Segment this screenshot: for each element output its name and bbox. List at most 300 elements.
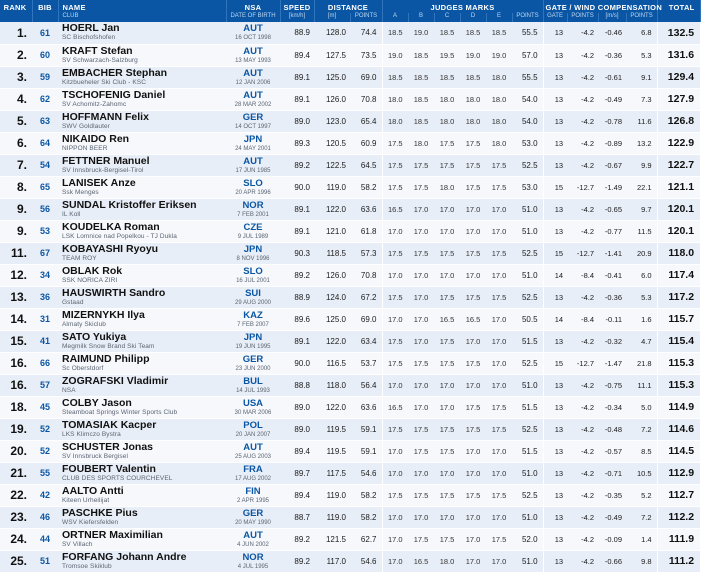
judge-c-cell: 18.0 [434,550,460,572]
athlete-cell [58,396,226,418]
judge-points-cell: 51.5 [512,330,543,352]
rank-cell: 5. [0,110,32,132]
bib-cell: 45 [32,396,58,418]
judge-d-cell: 16.5 [460,308,486,330]
judge-a-cell: 17.0 [382,308,408,330]
date-of-birth: 14 JUL 1993 [236,387,270,394]
distance-meters-cell: 119.0 [314,506,350,528]
judge-e-cell: 17.0 [486,220,512,242]
nsa-cell [226,308,280,330]
rank-cell: 8. [0,176,32,198]
nsa-cell [226,528,280,550]
judge-e-cell: 17.0 [486,550,512,572]
date-of-birth: 29 AUG 2000 [234,299,272,306]
athlete-name: LANISEK Anze [62,176,136,189]
judge-d-cell: 17.5 [460,418,486,440]
nsa-code: POL [243,419,263,431]
distance-meters-cell: 124.0 [314,286,350,308]
date-of-birth: 25 AUG 2003 [234,453,272,460]
distance-points-cell: 58.2 [350,506,382,528]
judge-e-cell: 17.0 [486,506,512,528]
header-wind-points: POINTS [626,13,657,22]
bib-cell: 66 [32,352,58,374]
athlete-name: PASCHKE Pius [62,506,138,519]
judge-points-cell: 57.0 [512,44,543,66]
gate-points-cell: -4.2 [567,66,598,88]
bib-cell: 41 [32,330,58,352]
gate-cell: 13 [543,462,567,484]
total-cell: 111.9 [657,528,700,550]
wind-speed-cell: -0.48 [598,418,626,440]
bib-cell: 53 [32,220,58,242]
bib-cell: 51 [32,550,58,572]
wind-speed-cell: -0.41 [598,264,626,286]
athlete-name: EMBACHER Stephan [62,66,168,79]
athlete-club: WSV Kiefersfelden [62,518,119,526]
date-of-birth: 20 APR 1996 [235,189,271,196]
distance-points-cell: 69.0 [350,66,382,88]
gate-points-cell: -4.2 [567,462,598,484]
judge-d-cell: 18.5 [460,22,486,44]
table-row[interactable] [0,132,700,154]
distance-points-cell: 70.8 [350,88,382,110]
table-row[interactable] [0,308,700,330]
gate-points-cell: -4.2 [567,286,598,308]
judge-c-cell: 17.0 [434,462,460,484]
distance-meters-cell: 119.5 [314,418,350,440]
distance-meters-cell: 122.5 [314,154,350,176]
speed-cell: 89.1 [280,330,314,352]
judge-c-cell: 16.5 [434,308,460,330]
athlete-cell [58,22,226,44]
athlete-cell [58,286,226,308]
judge-e-cell: 18.0 [486,88,512,110]
distance-points-cell: 53.7 [350,352,382,374]
date-of-birth: 4 JUN 2002 [237,541,269,548]
total-cell: 126.8 [657,110,700,132]
judge-e-cell: 17.5 [486,242,512,264]
speed-cell: 89.3 [280,132,314,154]
judge-c-cell: 17.5 [434,484,460,506]
judge-c-cell: 17.0 [434,374,460,396]
total-cell: 112.9 [657,462,700,484]
athlete-name: KRAFT Stefan [62,44,133,57]
header-judge-d: D [460,13,486,22]
judge-e-cell: 17.0 [486,330,512,352]
distance-points-cell: 56.4 [350,374,382,396]
header-judge-b: B [408,13,434,22]
wind-points-cell: 10.5 [626,462,657,484]
athlete-club: CLUB DES SPORTS COURCHEVEL [62,474,173,482]
nsa-code: SLO [243,177,263,189]
table-row[interactable] [0,198,700,220]
judge-points-cell: 51.0 [512,264,543,286]
judge-b-cell: 17.0 [408,220,434,242]
table-row[interactable] [0,220,700,242]
gate-cell: 13 [543,506,567,528]
judge-points-cell: 55.5 [512,22,543,44]
distance-points-cell: 63.4 [350,330,382,352]
gate-cell: 13 [543,396,567,418]
wind-speed-cell: -0.66 [598,550,626,572]
gate-cell: 13 [543,154,567,176]
wind-points-cell: 1.6 [626,308,657,330]
nsa-code: AUT [243,23,263,35]
judge-c-cell: 19.5 [434,44,460,66]
judge-b-cell: 17.5 [408,352,434,374]
judge-d-cell: 17.5 [460,484,486,506]
judge-c-cell: 17.0 [434,506,460,528]
nsa-cell [226,352,280,374]
table-row[interactable] [0,110,700,132]
date-of-birth: 7 FEB 2001 [237,211,269,218]
wind-speed-cell: -0.57 [598,440,626,462]
gate-points-cell: -4.2 [567,88,598,110]
gate-points-cell: -8.4 [567,308,598,330]
nsa-code: AUT [243,155,263,167]
rank-cell: 24. [0,528,32,550]
bib-cell: 59 [32,66,58,88]
rank-cell: 15. [0,330,32,352]
table-row[interactable] [0,44,700,66]
date-of-birth: 8 NOV 1996 [236,255,270,262]
wind-speed-cell: -0.35 [598,484,626,506]
total-cell: 112.7 [657,484,700,506]
bib-cell: 54 [32,154,58,176]
distance-points-cell: 58.2 [350,484,382,506]
wind-points-cell: 5.3 [626,44,657,66]
athlete-cell [58,220,226,242]
gate-cell: 13 [543,484,567,506]
athlete-name: MIZERNYKH Ilya [62,308,145,321]
wind-points-cell: 20.9 [626,242,657,264]
distance-meters-cell: 119.5 [314,440,350,462]
rank-cell: 12. [0,264,32,286]
athlete-name: HAUSWIRTH Sandro [62,286,166,299]
speed-cell: 89.1 [280,198,314,220]
nsa-code: JPN [243,243,263,255]
judge-b-cell: 18.0 [408,132,434,154]
distance-meters-cell: 117.5 [314,462,350,484]
gate-points-cell: -12.7 [567,176,598,198]
judge-b-cell: 17.5 [408,528,434,550]
judge-points-cell: 52.5 [512,242,543,264]
table-row[interactable] [0,286,700,308]
header-speed-unit: [km/h] [280,13,314,22]
judge-points-cell: 54.0 [512,110,543,132]
nsa-code: AUT [243,529,263,541]
judge-c-cell: 17.0 [434,264,460,286]
judge-c-cell: 17.5 [434,528,460,550]
judge-points-cell: 52.5 [512,352,543,374]
distance-points-cell: 57.3 [350,242,382,264]
distance-meters-cell: 116.5 [314,352,350,374]
speed-cell: 89.0 [280,418,314,440]
rank-cell: 19. [0,418,32,440]
nsa-code: AUT [243,67,263,79]
bib-cell: 44 [32,528,58,550]
rank-cell: 23. [0,506,32,528]
athlete-club: SV Innsbruck Bergisel [62,452,129,460]
gate-points-cell: -4.2 [567,418,598,440]
wind-points-cell: 5.3 [626,286,657,308]
gate-cell: 15 [543,242,567,264]
table-row[interactable] [0,264,700,286]
gate-points-cell: -4.2 [567,154,598,176]
rank-cell: 9. [0,198,32,220]
distance-points-cell: 59.1 [350,418,382,440]
table-row[interactable] [0,528,700,550]
wind-speed-cell: -0.36 [598,44,626,66]
judge-a-cell: 17.5 [382,176,408,198]
judge-a-cell: 17.0 [382,264,408,286]
gate-points-cell: -4.2 [567,374,598,396]
table-row[interactable] [0,176,700,198]
gate-points-cell: -4.2 [567,220,598,242]
wind-speed-cell: -1.47 [598,352,626,374]
rank-cell: 4. [0,88,32,110]
nsa-cell [226,110,280,132]
judge-e-cell: 18.0 [486,132,512,154]
wind-speed-cell: -0.49 [598,88,626,110]
athlete-club: LSK Lomnice nad Popelkou - TJ Dukla [62,232,178,240]
header-speed: SPEED [280,0,314,13]
judge-d-cell: 17.0 [460,330,486,352]
table-row[interactable] [0,506,700,528]
gate-cell: 15 [543,352,567,374]
judge-points-cell: 55.5 [512,66,543,88]
wind-speed-cell: -0.65 [598,198,626,220]
wind-speed-cell: -0.09 [598,528,626,550]
wind-points-cell: 5.2 [626,484,657,506]
judge-e-cell: 17.0 [486,352,512,374]
gate-cell: 13 [543,44,567,66]
judge-d-cell: 17.0 [460,550,486,572]
nsa-code: JPN [243,133,263,145]
athlete-club: TEAM ROY [62,254,97,262]
rank-cell: 16. [0,352,32,374]
table-row[interactable] [0,396,700,418]
judge-a-cell: 17.0 [382,440,408,462]
speed-cell: 89.1 [280,66,314,88]
speed-cell: 89.2 [280,154,314,176]
judge-b-cell: 19.0 [408,22,434,44]
athlete-club: IL Koll [62,210,81,218]
distance-meters-cell: 122.0 [314,396,350,418]
gate-cell: 15 [543,176,567,198]
header-rank-sub [0,13,32,22]
bib-cell: 42 [32,484,58,506]
bib-cell: 57 [32,374,58,396]
athlete-name: TSCHOFENIG Daniel [62,88,166,101]
distance-points-cell: 63.6 [350,396,382,418]
wind-points-cell: 6.0 [626,264,657,286]
judge-b-cell: 17.0 [408,462,434,484]
nsa-cell [226,440,280,462]
distance-points-cell: 74.4 [350,22,382,44]
judge-d-cell: 17.0 [460,264,486,286]
athlete-club: Ssk Menges [62,188,99,196]
table-row[interactable] [0,154,700,176]
wind-points-cell: 6.8 [626,22,657,44]
gate-points-cell: -4.2 [567,396,598,418]
judge-d-cell: 17.5 [460,242,486,264]
table-row[interactable] [0,88,700,110]
rank-cell: 25. [0,550,32,572]
gate-cell: 13 [543,528,567,550]
date-of-birth: 9 JUL 1989 [237,233,269,240]
speed-cell: 88.7 [280,506,314,528]
athlete-name: SATO Yukiya [62,330,127,343]
athlete-cell [58,66,226,88]
judge-points-cell: 52.5 [512,154,543,176]
gate-cell: 13 [543,198,567,220]
wind-speed-cell: -0.34 [598,396,626,418]
judge-b-cell: 18.5 [408,66,434,88]
nsa-cell [226,396,280,418]
judge-c-cell: 17.5 [434,154,460,176]
speed-cell: 89.7 [280,462,314,484]
athlete-club: SC Bischofshofen [62,34,116,42]
distance-points-cell: 70.8 [350,264,382,286]
athlete-name: AALTO Antti [62,484,124,497]
nsa-code: FRA [243,463,263,475]
rank-cell: 3. [0,66,32,88]
nsa-code: AUT [243,441,263,453]
athlete-name: HOFFMANN Felix [62,110,149,123]
judge-e-cell: 19.0 [486,44,512,66]
table-row[interactable] [0,352,700,374]
rank-cell: 6. [0,132,32,154]
judge-b-cell: 17.0 [408,330,434,352]
wind-speed-cell: -0.32 [598,330,626,352]
header-bib-sub [32,13,58,22]
nsa-cell [226,550,280,572]
nsa-code: NOR [242,551,264,563]
wind-points-cell: 9.7 [626,198,657,220]
date-of-birth: 17 JUN 1985 [235,167,271,174]
date-of-birth: 23 JUN 2000 [235,365,271,372]
table-row[interactable] [0,418,700,440]
distance-meters-cell: 117.0 [314,550,350,572]
gate-points-cell: -4.2 [567,506,598,528]
athlete-cell [58,374,226,396]
judge-c-cell: 17.5 [434,418,460,440]
athlete-cell [58,506,226,528]
total-cell: 129.4 [657,66,700,88]
athlete-club: SWV Goldlauter [62,122,111,130]
total-cell: 117.4 [657,264,700,286]
nsa-code: AUT [243,89,263,101]
judge-d-cell: 17.0 [460,506,486,528]
bib-cell: 36 [32,286,58,308]
table-row[interactable] [0,462,700,484]
athlete-cell [58,352,226,374]
athlete-cell [58,462,226,484]
wind-points-cell: 7.2 [626,506,657,528]
header-club-sub: CLUB [58,13,226,22]
header-total: TOTAL [657,0,700,13]
nsa-cell [226,22,280,44]
athlete-cell [58,198,226,220]
table-row[interactable] [0,374,700,396]
gate-cell: 13 [543,374,567,396]
table-row[interactable] [0,440,700,462]
total-cell: 122.9 [657,132,700,154]
header-gate-wind: GATE / WIND COMPENSATION [543,0,657,13]
judge-c-cell: 18.5 [434,66,460,88]
wind-speed-cell: -0.11 [598,308,626,330]
nsa-cell [226,88,280,110]
athlete-club: Sc Oberstdorf [62,364,104,372]
table-row[interactable] [0,22,700,44]
gate-points-cell: -4.2 [567,110,598,132]
judge-c-cell: 17.5 [434,440,460,462]
header-judge-a: A [382,13,408,22]
header-gate: GATE [543,13,567,22]
nsa-code: GER [242,353,264,365]
speed-cell: 88.8 [280,374,314,396]
nsa-cell [226,242,280,264]
nsa-code: KAZ [243,309,263,321]
nsa-cell [226,506,280,528]
athlete-club: Kitzbueheler Ski Club - KSC [62,78,146,86]
header-total-sub [657,13,700,22]
judge-b-cell: 17.0 [408,308,434,330]
athlete-name: OBLAK Rok [62,264,123,277]
judge-b-cell: 17.0 [408,396,434,418]
table-row[interactable] [0,484,700,506]
athlete-cell [58,44,226,66]
table-row[interactable] [0,66,700,88]
judge-a-cell: 17.0 [382,374,408,396]
judge-b-cell: 17.0 [408,374,434,396]
judge-a-cell: 17.5 [382,154,408,176]
gate-points-cell: -4.2 [567,528,598,550]
distance-meters-cell: 123.0 [314,110,350,132]
judge-d-cell: 18.0 [460,88,486,110]
gate-cell: 13 [543,132,567,154]
gate-points-cell: -8.4 [567,264,598,286]
judge-b-cell: 17.0 [408,264,434,286]
table-row[interactable] [0,550,700,572]
table-row[interactable] [0,242,700,264]
table-row[interactable] [0,330,700,352]
wind-points-cell: 22.1 [626,176,657,198]
judge-b-cell: 17.5 [408,176,434,198]
judge-b-cell: 17.5 [408,418,434,440]
athlete-cell [58,132,226,154]
wind-points-cell: 7.2 [626,418,657,440]
distance-meters-cell: 118.5 [314,242,350,264]
bib-cell: 65 [32,176,58,198]
distance-points-cell: 60.9 [350,132,382,154]
wind-points-cell: 5.0 [626,396,657,418]
rank-cell: 9. [0,220,32,242]
wind-points-cell: 9.1 [626,66,657,88]
header-distance: DISTANCE [314,0,382,13]
judge-c-cell: 17.5 [434,286,460,308]
nsa-cell [226,44,280,66]
distance-points-cell: 63.6 [350,198,382,220]
athlete-cell [58,242,226,264]
bib-cell: 62 [32,88,58,110]
athlete-name: ORTNER Maximilian [62,528,163,541]
speed-cell: 89.4 [280,484,314,506]
judge-c-cell: 17.5 [434,330,460,352]
distance-meters-cell: 120.5 [314,132,350,154]
nsa-cell [226,374,280,396]
